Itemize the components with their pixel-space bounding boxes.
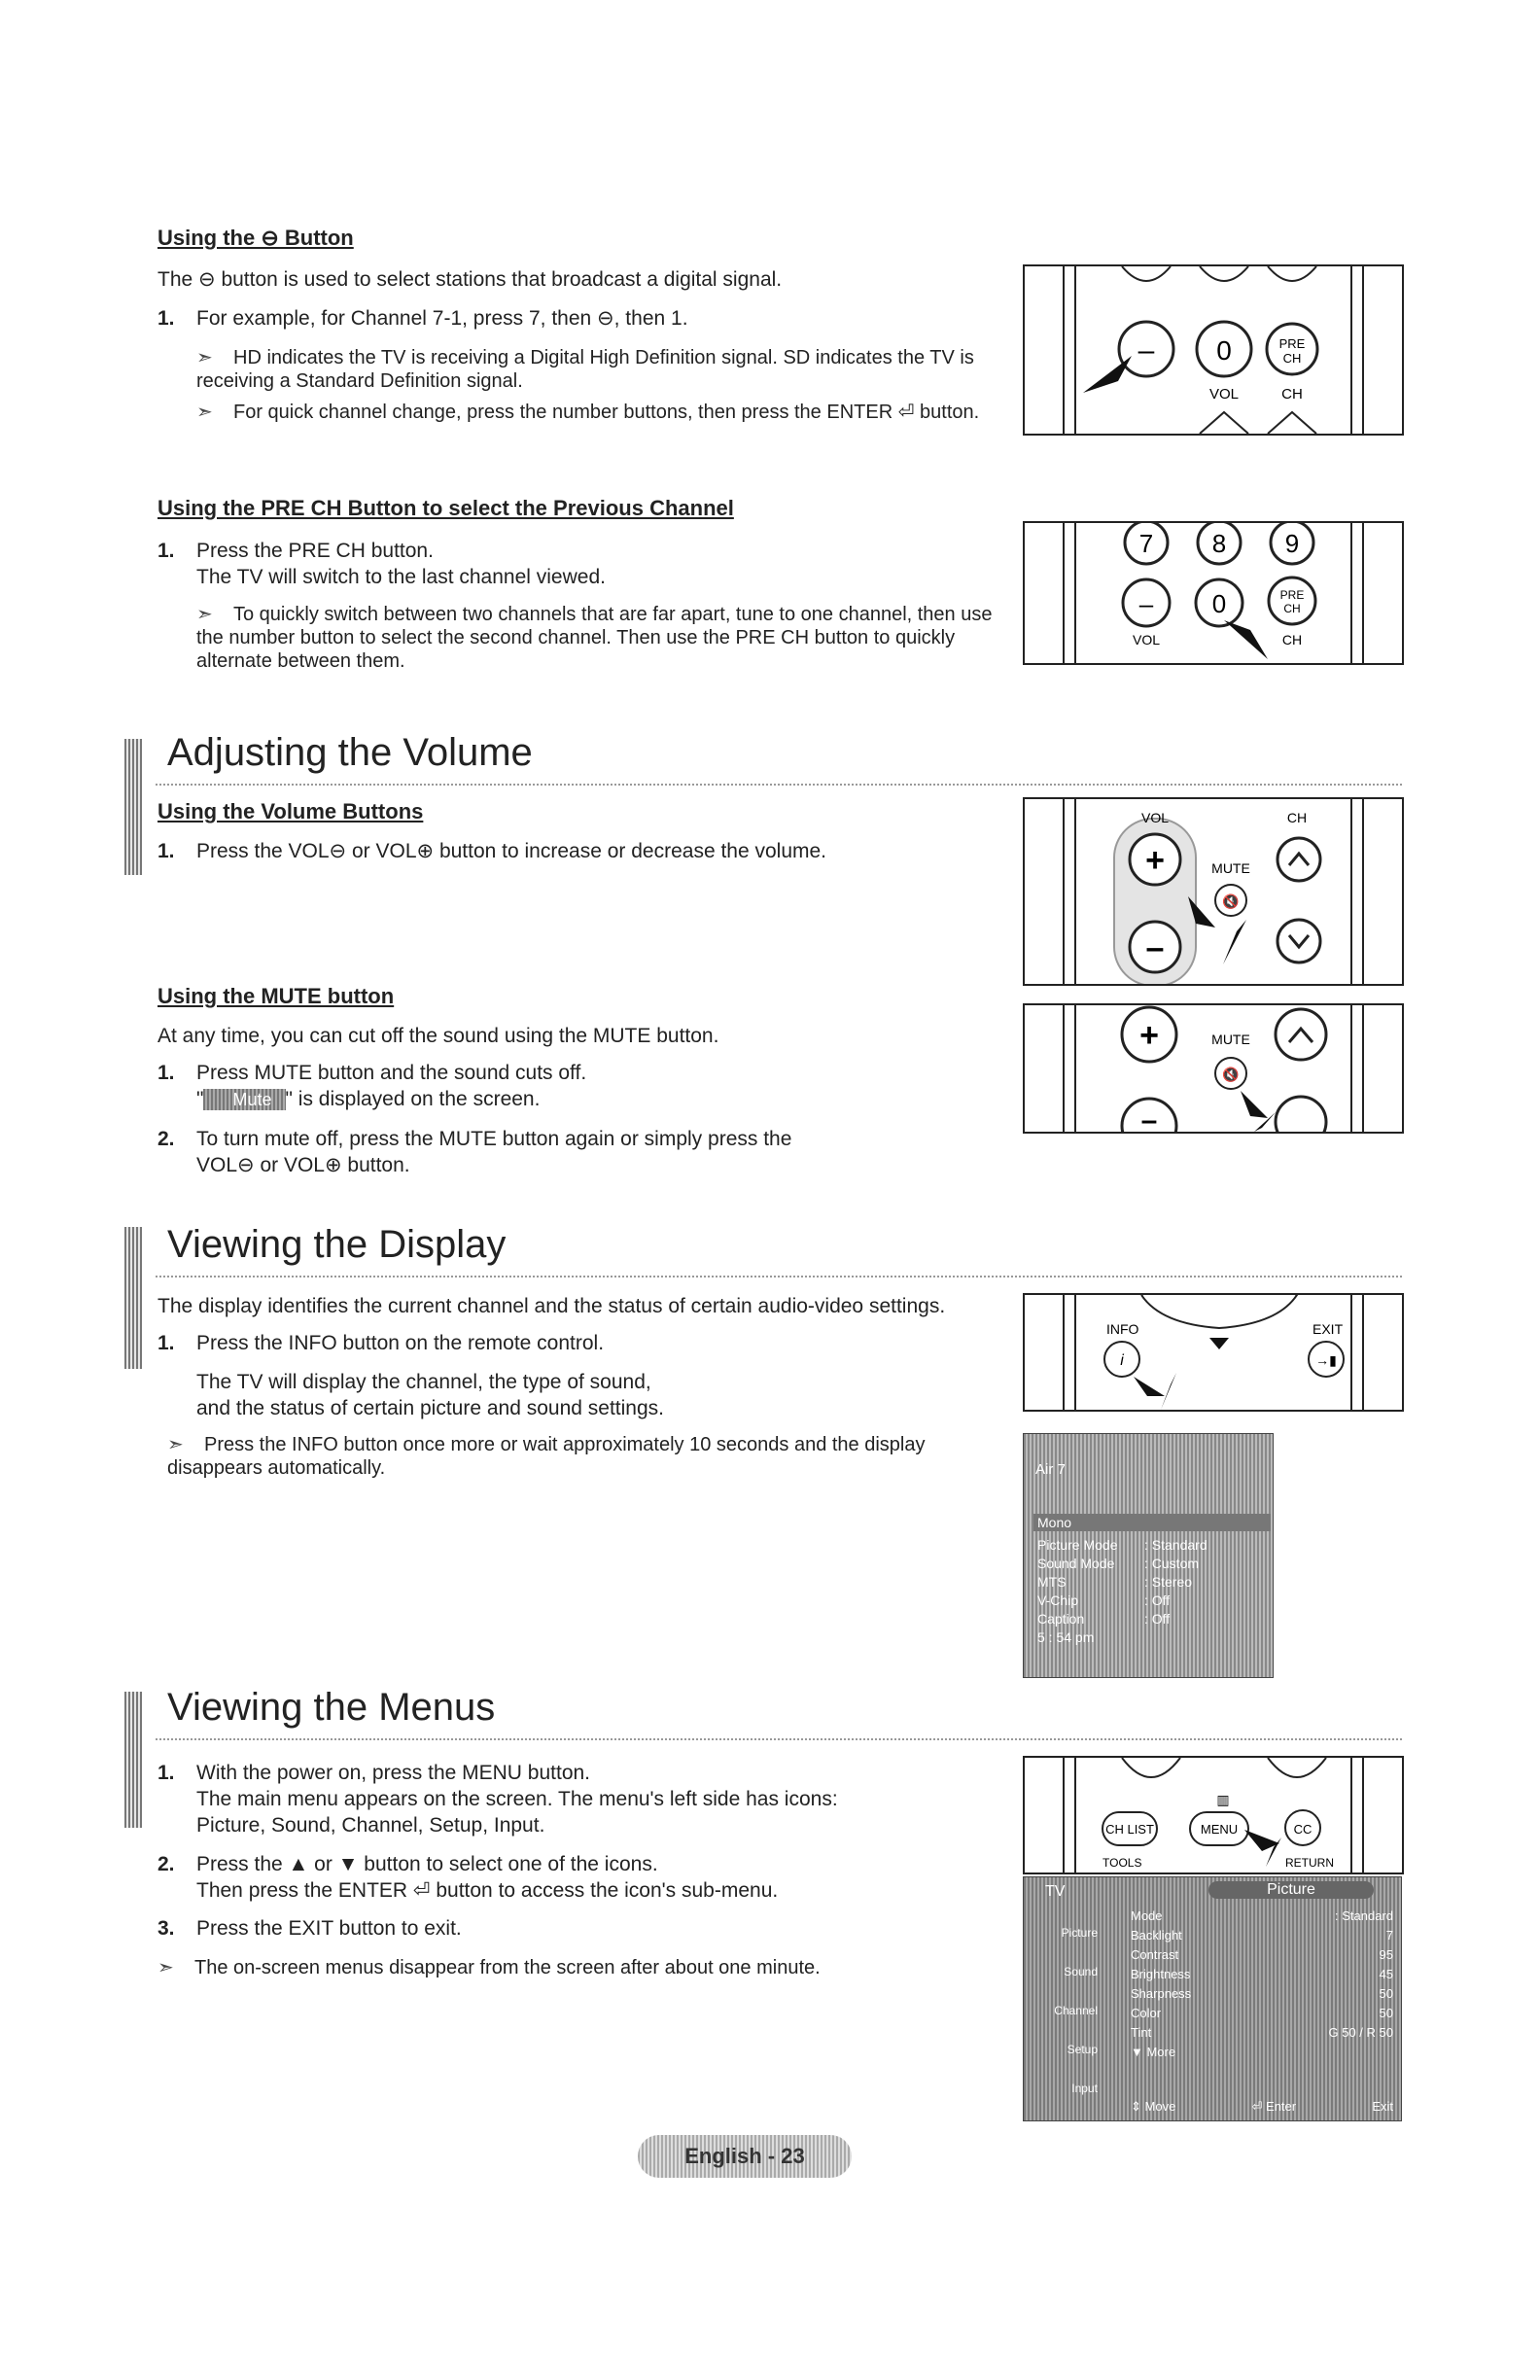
display-step-1 [158,1330,1013,1356]
svg-text:🔇: 🔇 [1222,1067,1240,1082]
svg-text:+: + [1145,842,1165,879]
remote-dash-svg [1025,266,1402,434]
osd-header: Picture [1208,1881,1374,1899]
osd-tv-label: TV [1045,1883,1066,1900]
section-heading-pre-ch: Using the PRE CH Button to select the Previous Channel [158,496,734,520]
osd-icon-channel: Channel [1054,2004,1098,2017]
menu-osd-screenshot [1023,1876,1402,2121]
svg-text:EXIT: EXIT [1312,1321,1344,1337]
svg-text:TOOLS: TOOLS [1102,1856,1142,1870]
menus-step-3 [158,1915,1013,1942]
step-number: 2. [158,1128,175,1150]
osd-row: Tint G 50 / R 50 [1131,2025,1393,2040]
display-intro: The display identifies the current channel and the status of certain audio-video settings. [158,1295,946,1317]
svg-text:MUTE: MUTE [1211,860,1250,876]
note-arrow-icon: ➣ [196,347,213,368]
osd-row: Picture Mode : Standard [1037,1537,1208,1553]
remote-volume-svg [1025,799,1402,984]
note-arrow-icon: ➣ [196,402,213,423]
step-number: 2. [158,1853,175,1875]
pre-ch-label: CH [1282,351,1302,366]
step-number: 1. [158,1762,175,1784]
step-text: For example, for Channel 7-1, press 7, then ⊖, then 1. [196,307,688,330]
dash-button-intro: The ⊖ button is used to select stations that broadcast a digital signal. [158,268,783,291]
menus-step-1 [158,1760,1013,1786]
menus-step-1c: Picture, Sound, Channel, Setup, Input. [196,1814,545,1837]
pre-label: PRE [1278,336,1306,351]
mute-osd-badge: Mute [203,1089,285,1110]
osd-row: V-Chip : Off [1037,1592,1171,1608]
osd-row: MTS : Stereo [1037,1574,1193,1590]
note-arrow-icon: ➣ [158,1957,174,1978]
step-number: 1. [158,540,175,562]
svg-text:CC: CC [1293,1822,1312,1837]
remote-mute-svg [1025,1005,1402,1132]
remote-illustration-dash [1023,264,1404,436]
osd-row: Caption : Off [1037,1611,1171,1627]
remote-menu-svg [1025,1758,1402,1872]
display-step-1c: and the status of certain picture and sound settings. [196,1397,664,1419]
svg-text:–: – [1138,334,1155,367]
remote-illustration-info [1023,1293,1404,1412]
svg-text:i: i [1120,1352,1124,1369]
menus-step-1b: The main menu appears on the screen. The menu's left side has icons: [196,1788,838,1810]
osd-icon-sound: Sound [1064,1965,1098,1978]
svg-text:MENU: MENU [1200,1822,1239,1837]
section-divider [156,1276,1402,1278]
pre-ch-step-1b: The TV will switch to the last channel viewed. [196,566,606,588]
svg-text:VOL: VOL [1140,810,1170,825]
menus-step-2b: Then press the ENTER ⏎ button to access the icon's sub-menu. [196,1879,779,1902]
menus-step-2 [158,1851,1013,1877]
osd-row: Contrast 95 [1131,1947,1393,1962]
osd-row: Mode : Standard [1131,1908,1393,1923]
note-text: HD indicates the TV is receiving a Digital High Definition signal. SD indicates the TV is receiving a Standard Definition signal. [196,347,974,392]
svg-text:🔇: 🔇 [1222,893,1240,909]
osd-more: ▼ More [1131,2045,1176,2059]
osd-icon-input: Input [1071,2082,1098,2095]
osd-row: Brightness 45 [1131,1967,1393,1981]
osd-icon-picture: Picture [1061,1926,1098,1940]
step-text: With the power on, press the MENU button. [196,1762,591,1784]
step-text: Press the ▲ or ▼ button to select one of the icons. [196,1853,658,1875]
remote-illustration-volume [1023,797,1404,986]
step-text: Press the INFO button on the remote control. [196,1332,605,1354]
osd-row: Backlight 7 [1131,1928,1393,1942]
subheading-volume-buttons: Using the Volume Buttons [158,799,424,823]
step-text: Press the VOL⊖ or VOL⊕ button to increase or decrease the volume. [196,840,827,862]
osd-move: ⇕ Move [1131,2099,1176,2114]
mute-step-1b: " Mute " is displayed on the screen. [196,1088,541,1110]
svg-text:–: – [1140,1104,1158,1132]
note-text: The on-screen menus disappear from the screen after about one minute. [194,1957,821,1978]
svg-text:8: 8 [1211,529,1227,558]
osd-row: Sound Mode : Custom [1037,1556,1200,1571]
section-bar [124,1692,142,1828]
section-bar [124,1227,142,1369]
step-number: 3. [158,1917,175,1940]
section-title-menus: Viewing the Menus [167,1686,496,1729]
remote-illustration-menu [1023,1756,1404,1874]
step-number: 1. [158,307,175,330]
step-text: Press MUTE button and the sound cuts off. [196,1062,587,1084]
svg-text:9: 9 [1284,529,1300,558]
info-osd-screenshot [1023,1433,1274,1678]
svg-text:CH LIST: CH LIST [1105,1822,1154,1837]
svg-text:VOL: VOL [1132,632,1161,648]
svg-text:–: – [1138,589,1154,618]
section-title-volume: Adjusting the Volume [167,731,533,774]
svg-text:RETURN: RETURN [1285,1856,1334,1870]
remote-pre-ch-svg [1025,523,1402,663]
svg-text:▥: ▥ [1216,1792,1230,1807]
remote-illustration-pre-ch [1023,521,1404,665]
svg-text:CH: CH [1286,810,1308,825]
remote-illustration-mute [1023,1003,1404,1134]
mute-step-2 [158,1126,1013,1152]
svg-text:CH: CH [1283,602,1301,615]
osd-footer-bar [1131,2099,1393,2115]
note-text: For quick channel change, press the number buttons, then press the ENTER ⏎ button. [233,402,980,423]
dash-note-1 [196,346,974,393]
display-step-1b: The TV will display the channel, the type of sound, [196,1371,651,1393]
section-heading-dash-button: Using the ⊖ Button [158,226,354,250]
note-arrow-icon: ➣ [167,1434,184,1455]
section-divider [156,784,1402,786]
dash-note-2 [196,401,1003,424]
dash-step-1 [158,305,1013,332]
svg-text:INFO: INFO [1106,1321,1139,1337]
ch-label: CH [1281,386,1303,402]
osd-rows [1037,1537,1261,1648]
svg-text:PRE: PRE [1279,588,1305,602]
note-arrow-icon: ➣ [196,604,213,625]
osd-picture-rows [1131,1908,1393,2064]
osd-time: 5 : 54 pm [1037,1629,1095,1645]
mute-intro: At any time, you can cut off the sound using the MUTE button. [158,1025,719,1047]
osd-row: Sharpness 50 [1131,1986,1393,2001]
osd-exit: Exit [1372,2099,1393,2114]
volume-step-1 [158,838,1013,864]
osd-row: Color 50 [1131,2006,1393,2020]
osd-icon-column [1030,1912,1098,2107]
osd-mono: Mono [1033,1514,1271,1531]
menus-note-1 [158,1956,1013,1979]
svg-text:→▮: →▮ [1315,1352,1337,1368]
svg-text:7: 7 [1138,529,1154,558]
display-note-1 [167,1433,974,1480]
osd-enter: ⏎ Enter [1251,2099,1297,2114]
section-divider [156,1738,1402,1740]
step-text: Press the PRE CH button. [196,540,434,562]
svg-text:CH: CH [1281,632,1303,648]
pre-ch-note-1 [196,603,994,673]
svg-text:0: 0 [1211,589,1227,618]
page-footer: English - 23 [638,2135,852,2178]
mute-step-1 [158,1060,1013,1086]
svg-text:MUTE: MUTE [1211,1032,1250,1047]
subheading-mute-button: Using the MUTE button [158,984,395,1008]
pre-ch-step-1 [158,538,1013,564]
svg-text:+: + [1139,1017,1159,1054]
step-text: To turn mute off, press the MUTE button again or simply press the [196,1128,792,1150]
vol-label: VOL [1208,386,1240,402]
step-number: 1. [158,1062,175,1084]
mute-step-2b: VOL⊖ or VOL⊕ button. [196,1154,410,1176]
step-number: 1. [158,840,175,862]
osd-channel: Air 7 [1035,1461,1066,1478]
remote-info-svg [1025,1295,1402,1410]
section-title-display: Viewing the Display [167,1223,507,1266]
note-text: To quickly switch between two channels that are far apart, tune to one channel, then use the number button to select the second channel. Then use the PRE CH button to quickly alternate between them. [196,604,993,672]
svg-text:0: 0 [1216,335,1232,366]
svg-text:–: – [1145,929,1165,966]
step-text: Press the EXIT button to exit. [196,1917,462,1940]
step-number: 1. [158,1332,175,1354]
section-bar [124,739,142,875]
osd-icon-setup: Setup [1067,2043,1098,2056]
note-text: Press the INFO button once more or wait approximately 10 seconds and the display disappears automatically. [167,1434,926,1479]
